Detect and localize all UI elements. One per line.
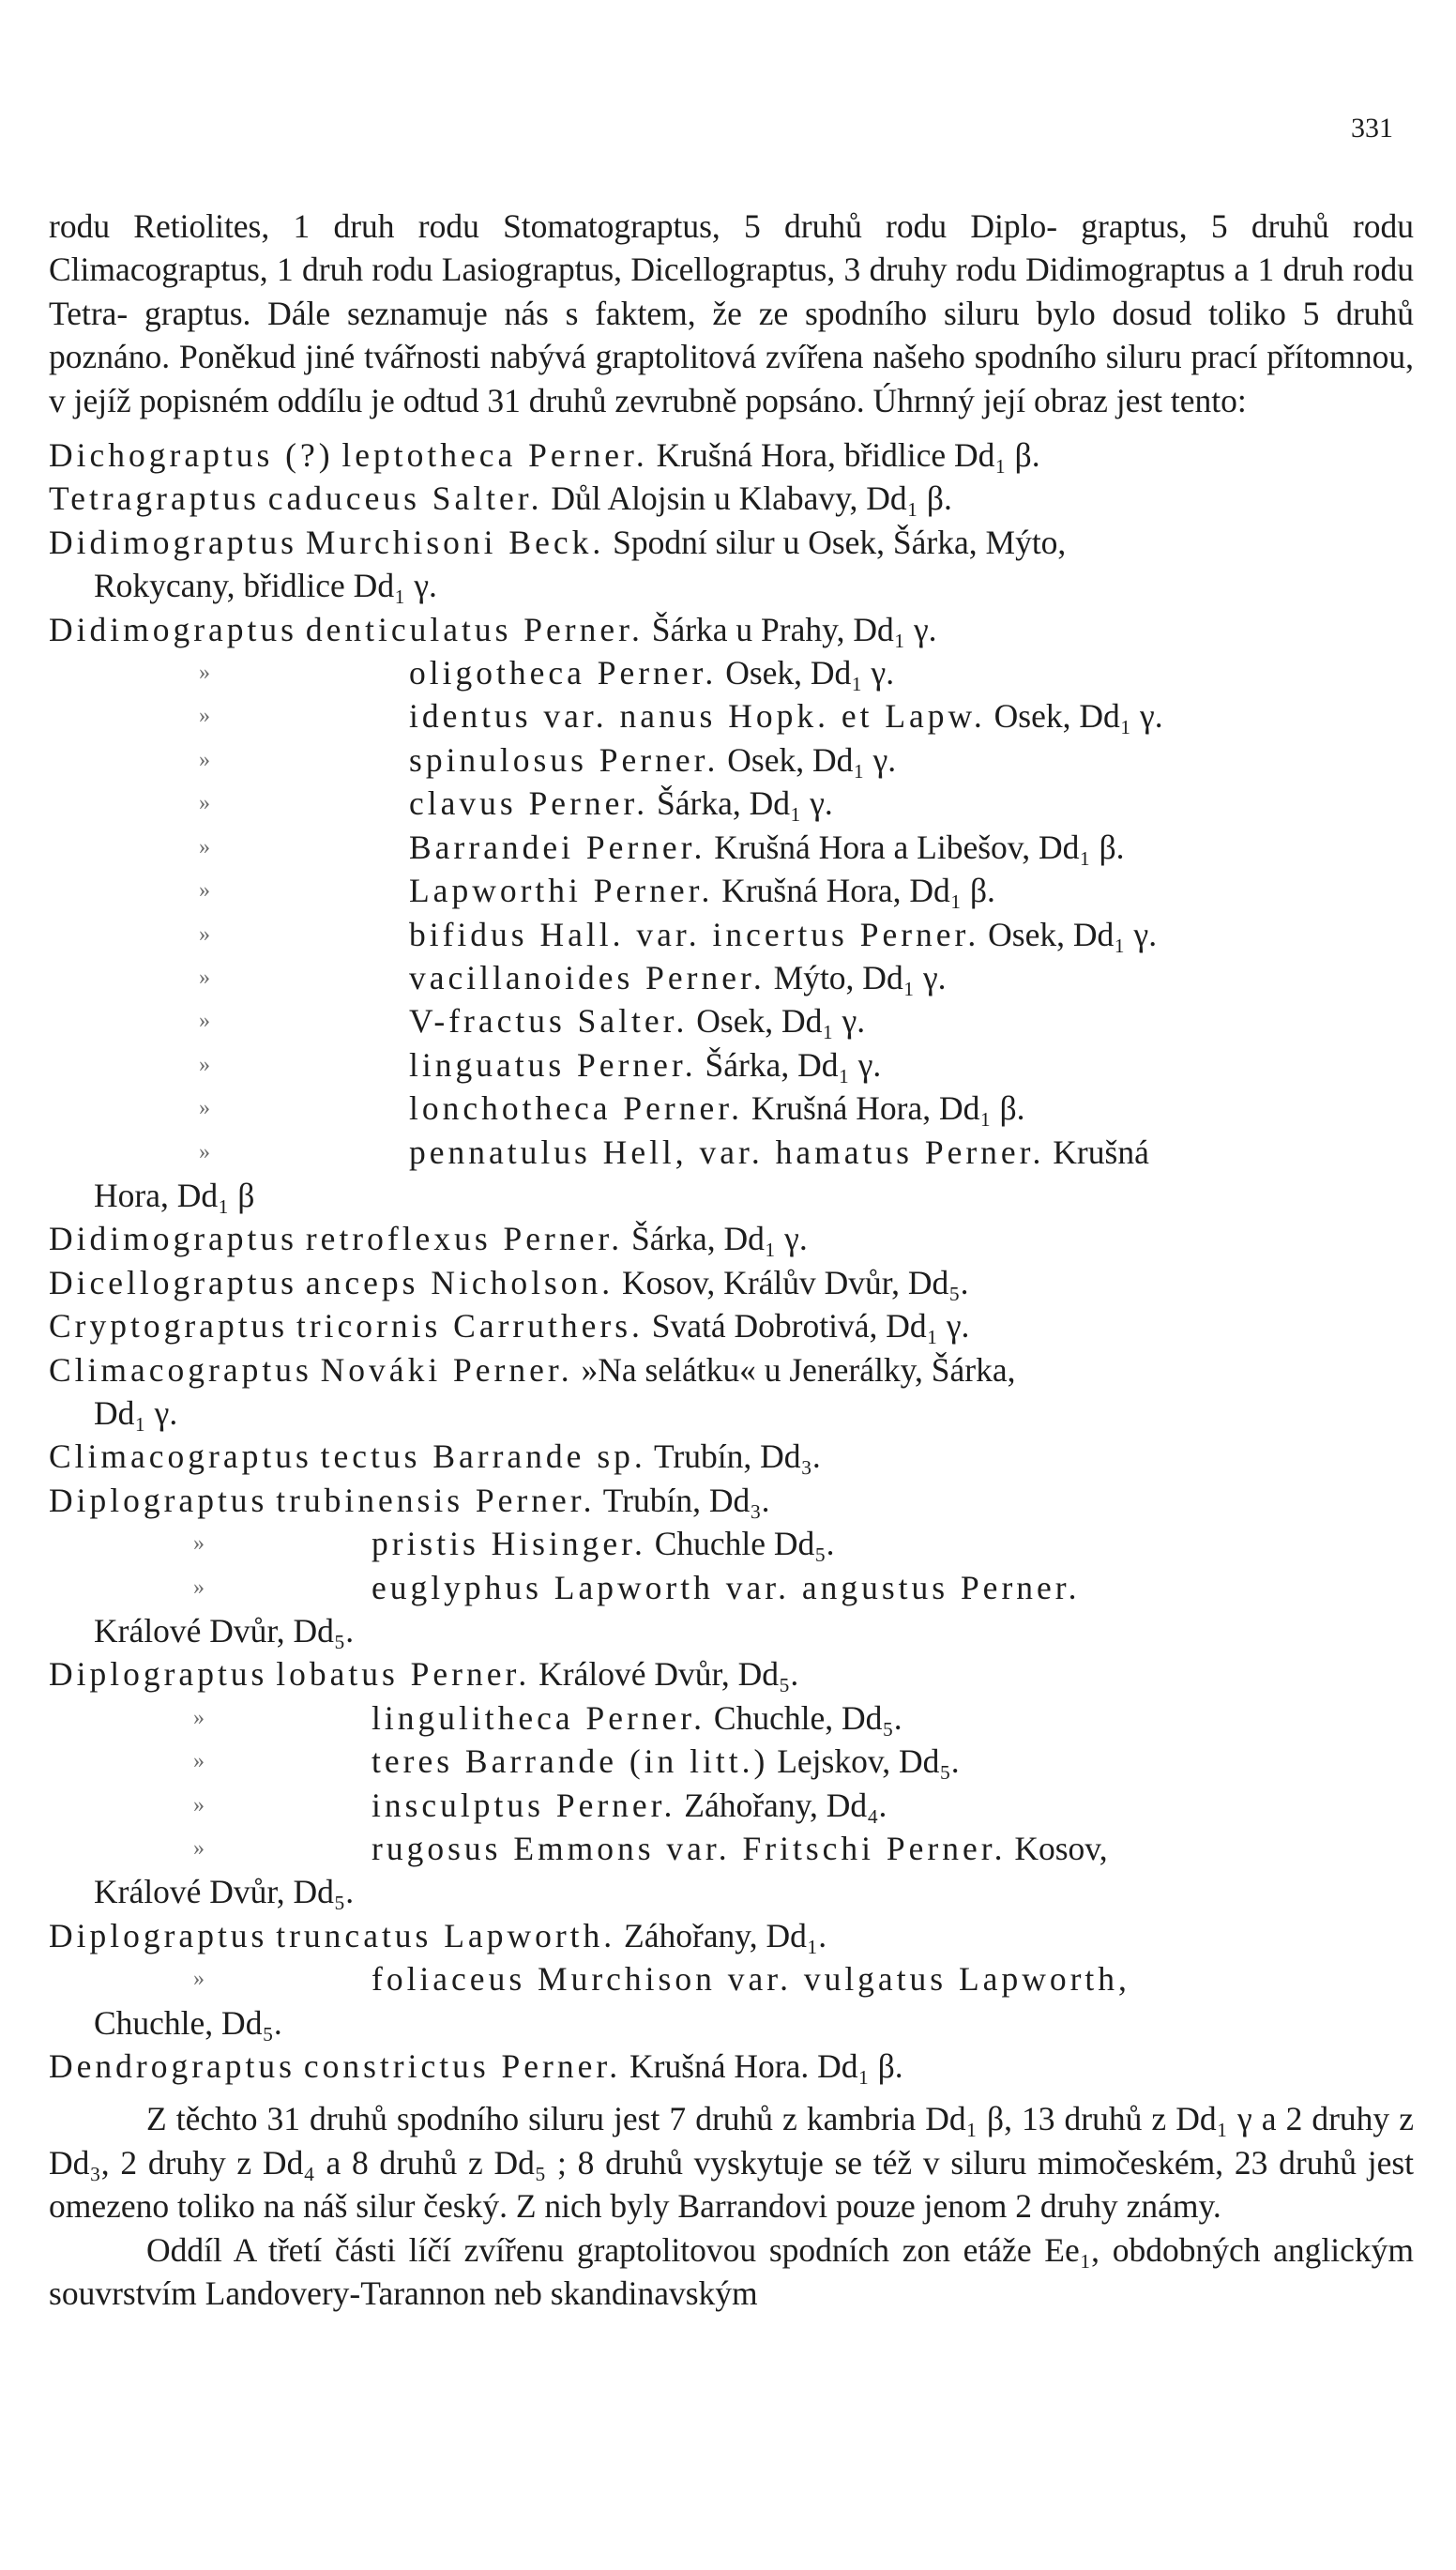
genus-name: Didimograptus xyxy=(49,1220,297,1258)
species-epithet: Lapworthi Perner. xyxy=(409,872,714,910)
species-epithet: Barrandei Perner. xyxy=(409,828,706,866)
text-line: 31 druhů zevrubně popsáno. Úhrnný její obraz jest tento: xyxy=(487,381,1247,419)
species-entry xyxy=(49,869,1414,912)
locality: Osek, Dd₁ γ. xyxy=(988,915,1158,953)
species-entry xyxy=(49,651,1414,694)
locality: Lejskov, Dd₅. xyxy=(777,1742,960,1781)
species-epithet: clavus Perner. xyxy=(409,784,649,823)
text-line: Z těchto 31 druhů spodního siluru jest 7 druhů z kambria Dd₁ β, xyxy=(146,2100,1012,2138)
locality: Trubín, Dd₃. xyxy=(602,1481,770,1519)
species-entry xyxy=(49,999,1414,1042)
genus-name: Climacograptus xyxy=(49,1437,312,1476)
species-entry xyxy=(49,1131,1414,1174)
locality: Chuchle, Dd₅. xyxy=(713,1698,902,1737)
locality: Krušná xyxy=(1053,1133,1149,1171)
ditto-mark: » xyxy=(199,834,210,859)
species-entry xyxy=(49,1435,1414,1478)
species-epithet: caduceus Salter. xyxy=(267,479,543,518)
text-line: 8 druhů vyskytuje se též v siluru mimočeském, 23 druhů jest omezeno xyxy=(49,2143,1415,2226)
species-entry xyxy=(49,694,1414,738)
species-entry xyxy=(49,1087,1414,1130)
species-entry xyxy=(49,433,1414,477)
locality: Záhořany, Dd₁. xyxy=(624,1916,827,1954)
species-epithet: Nováki Perner. xyxy=(320,1350,573,1389)
intro-paragraph xyxy=(49,205,1414,422)
species-epithet: foliaceus Murchison var. vulgatus Lapworth, xyxy=(372,1960,1130,1999)
locality: »Na selátku« u Jenerálky, Šárka, xyxy=(581,1350,1016,1389)
ditto-mark: » xyxy=(199,704,210,729)
locality: Krušná Hora, Dd₁ β. xyxy=(721,872,995,910)
species-epithet: trubinensis Perner. xyxy=(276,1481,596,1519)
species-entry xyxy=(49,521,1414,564)
species-entry xyxy=(49,1652,1414,1696)
locality-continuation: Dd₁ γ. xyxy=(94,1393,178,1432)
ditto-mark: » xyxy=(199,1096,210,1121)
ditto-mark: » xyxy=(199,921,210,947)
species-entry xyxy=(49,2045,1414,2088)
ditto-mark: » xyxy=(199,965,210,990)
ditto-mark: » xyxy=(199,791,210,816)
locality: Králové Dvůr, Dd₅. xyxy=(538,1655,799,1694)
ditto-mark: » xyxy=(199,661,210,686)
genus-name: Didimograptus xyxy=(49,523,297,561)
species-epithet: bifidus Hall. var. incertus Perner. xyxy=(409,915,980,953)
locality: Spodní silur u Osek, Šárka, Mýto, xyxy=(613,523,1067,561)
locality: Osek, Dd₁ γ. xyxy=(725,654,895,692)
locality-continuation: Chuchle, Dd₅. xyxy=(94,2003,282,2042)
ditto-mark: » xyxy=(193,1705,205,1730)
genus-name: Didimograptus xyxy=(49,610,297,648)
final-paragraph xyxy=(49,2228,1414,2316)
species-epithet: euglyphus Lapworth var. angustus Perner. xyxy=(372,1568,1081,1606)
species-entry xyxy=(49,1261,1414,1304)
locality: Důl Alojsin u Klabavy, Dd₁ β. xyxy=(551,479,952,518)
locality: Osek, Dd₁ γ. xyxy=(993,697,1163,736)
ditto-mark: » xyxy=(193,1836,205,1862)
species-entry xyxy=(49,1522,1414,1565)
species-entry xyxy=(49,782,1414,825)
species-epithet: leptotheca Perner. xyxy=(341,436,648,475)
genus-name: Dendrograptus xyxy=(49,2047,296,2086)
species-entry xyxy=(49,1740,1414,1783)
locality: Šárka, Dd₁ γ. xyxy=(705,1045,882,1084)
species-epithet: lingulitheca Perner. xyxy=(372,1698,706,1737)
genus-name: Diplograptus xyxy=(49,1655,268,1694)
ditto-mark: » xyxy=(199,1009,210,1034)
species-epithet: pennatulus Hell, var. hamatus Perner. xyxy=(409,1133,1045,1171)
locality: Trubín, Dd₃. xyxy=(654,1437,821,1476)
genus-name: Climacograptus xyxy=(49,1350,312,1389)
text-line: Dicellograptus, 3 druhy rodu Didimograptus a 1 druh rodu Tetra- xyxy=(49,251,1415,332)
species-epithet: anceps Nicholson. xyxy=(305,1263,614,1301)
locality: Šárka, Dd₁ γ. xyxy=(657,784,833,823)
species-entry xyxy=(49,1957,1414,2000)
locality-continuation: Králové Dvůr, Dd₅. xyxy=(94,1612,355,1650)
species-epithet: teres Barrande (in litt.) xyxy=(372,1742,769,1781)
text-line: 13 druhů z Dd₁ γ a 2 druhy z Dd₃, 2 druhy z Dd₄ a 8 druhů z Dd₅ ; xyxy=(49,2100,1414,2182)
locality-continuation: Hora, Dd₁ β xyxy=(94,1176,255,1214)
species-epithet: truncatus Lapworth. xyxy=(276,1916,616,1954)
species-entry xyxy=(49,477,1414,520)
ditto-mark: » xyxy=(199,878,210,904)
species-entry xyxy=(49,1304,1414,1347)
species-entry xyxy=(49,826,1414,869)
text-line: známy. xyxy=(1126,2187,1221,2226)
locality: Krušná Hora. Dd₁ β. xyxy=(629,2047,903,2086)
genus-name: Diplograptus xyxy=(49,1916,268,1954)
locality: Šárka, Dd₁ γ. xyxy=(630,1220,808,1258)
species-entry xyxy=(49,1043,1414,1087)
species-entry xyxy=(49,1217,1414,1260)
locality: Krušná Hora a Libešov, Dd₁ β. xyxy=(714,828,1125,866)
species-entry xyxy=(49,913,1414,956)
text-line: našeho spodního siluru prací přítomnou, v jejíž popisném oddílu je odtud xyxy=(49,338,1414,419)
ditto-mark: » xyxy=(193,1792,205,1817)
locality-continuation: Rokycany, břidlice Dd₁ γ. xyxy=(94,567,437,605)
ditto-mark: » xyxy=(193,1749,205,1774)
species-epithet: vacillanoides Perner. xyxy=(409,958,766,996)
species-list xyxy=(49,433,1414,2088)
genus-name: Dichograptus (?) xyxy=(49,436,334,475)
locality: Kosov, xyxy=(1014,1830,1108,1868)
species-entry xyxy=(49,1479,1414,1522)
locality: Záhořany, Dd₄. xyxy=(684,1786,887,1824)
locality: Krušná Hora, Dd₁ β. xyxy=(751,1089,1025,1128)
locality: Osek, Dd₁ γ. xyxy=(696,1002,866,1041)
species-epithet: spinulosus Perner. xyxy=(409,740,720,779)
genus-name: Tetragraptus xyxy=(49,479,260,518)
species-epithet: identus var. nanus Hopk. et Lapw. xyxy=(409,697,986,736)
species-epithet: constrictus Perner. xyxy=(303,2047,622,2086)
species-epithet: pristis Hisinger. xyxy=(372,1525,646,1563)
ditto-mark: » xyxy=(193,1967,205,1992)
species-epithet: linguatus Perner. xyxy=(409,1045,697,1084)
species-epithet: lonchotheca Perner. xyxy=(409,1089,743,1128)
species-epithet: oligotheca Perner. xyxy=(409,654,718,692)
species-epithet: V-fractus Salter. xyxy=(409,1002,689,1041)
locality: Chuchle Dd₅. xyxy=(654,1525,835,1563)
ditto-mark: » xyxy=(199,1052,210,1077)
locality: Krušná Hora, břidlice Dd₁ β. xyxy=(656,436,1040,475)
ditto-mark: » xyxy=(199,747,210,772)
ditto-mark: » xyxy=(193,1531,205,1557)
genus-name: Dicellograptus xyxy=(49,1263,297,1301)
genus-name: Cryptograptus xyxy=(49,1307,289,1346)
locality: Svatá Dobrotivá, Dd₁ γ. xyxy=(651,1307,970,1346)
text-line: obdobných anglickým souvrstvím Landovery-Tarannon neb skandinavským xyxy=(49,2230,1415,2313)
species-epithet: denticulatus Perner. xyxy=(305,610,644,648)
species-epithet: lobatus Perner. xyxy=(276,1655,531,1694)
species-entry xyxy=(49,1784,1414,1827)
species-epithet: retroflexus Perner. xyxy=(305,1220,624,1258)
text-line: graptus. Dále seznamuje nás s faktem, že ze spodního siluru bylo dosud xyxy=(144,294,1192,332)
species-entry xyxy=(49,1827,1414,1870)
locality: Mýto, Dd₁ γ. xyxy=(773,958,947,996)
species-entry xyxy=(49,738,1414,782)
text-line: Oddíl A třetí části líčí zvířenu graptolitovou spodních zon etáže Ee₁, xyxy=(146,2230,1100,2269)
species-entry xyxy=(49,1566,1414,1609)
species-epithet: rugosus Emmons var. Fritschi Perner. xyxy=(372,1830,1007,1868)
species-epithet: Murchisoni Beck. xyxy=(305,523,605,561)
species-epithet: insculptus Perner. xyxy=(372,1786,676,1824)
page-content xyxy=(49,205,1414,2316)
ditto-mark: » xyxy=(193,1574,205,1600)
ditto-mark: » xyxy=(199,1139,210,1164)
text-line: graptus, 5 druhů rodu Climacograptus, 1 druh rodu Lasiograptus, xyxy=(49,207,1414,289)
species-entry xyxy=(49,1914,1414,1957)
species-entry xyxy=(49,608,1414,651)
species-entry xyxy=(49,1348,1414,1391)
text-line: rodu Retiolites, 1 druh rodu Stomatograptus, 5 druhů rodu Diplo- xyxy=(49,207,1058,245)
locality: Kosov, Králův Dvůr, Dd₅. xyxy=(622,1263,969,1301)
text-line: toliko na náš silur český. Z nich byly Barrandovi pouze jenom 2 druhy xyxy=(177,2187,1118,2226)
species-entry xyxy=(49,1696,1414,1740)
summary-paragraph xyxy=(49,2097,1414,2228)
page-number: 331 xyxy=(1351,113,1393,144)
genus-name: Diplograptus xyxy=(49,1481,268,1519)
species-epithet: tricornis Carruthers. xyxy=(296,1307,644,1346)
locality: Osek, Dd₁ γ. xyxy=(727,740,897,779)
species-entry xyxy=(49,956,1414,999)
locality: Šárka u Prahy, Dd₁ γ. xyxy=(651,610,937,648)
locality-continuation: Králové Dvůr, Dd₅. xyxy=(94,1873,355,1911)
text-line: toliko 5 druhů poznáno. Poněkud jiné tvářnosti nabývá graptolitová zvířena xyxy=(49,294,1415,376)
species-epithet: tectus Barrande sp. xyxy=(320,1437,646,1476)
